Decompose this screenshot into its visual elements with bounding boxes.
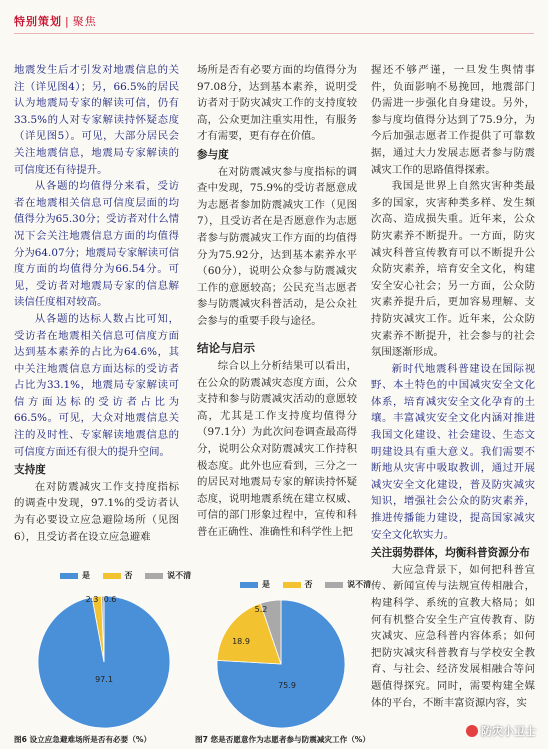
column-3 <box>371 62 535 711</box>
paragraph: 从各题的均值得分来看，受访者在地震相关信息可信度层面的均值得分为65.30分；受访者对什么情况下会关注地震信息方面的均值得分为64.07分；地震局专家解读可信度方面的均值得分为66.54分。可见，受访者对地震局专家的信息解读信任度相对较高。 <box>14 180 179 309</box>
pie-value-label-0: 97.1 <box>95 675 113 684</box>
fig6-legend <box>60 570 201 581</box>
paragraph: 在对防震减灾工作支持度指标的调查中发现，97.1%的受访者认为有必要设立应急避险场所（见图6），且受访者在设立应急避难 <box>14 480 179 543</box>
pie-value-label-1: 2.3 <box>85 595 99 604</box>
section-heading: 结论与启示 <box>197 340 255 355</box>
pie-value-label-2: 5.2 <box>254 605 268 614</box>
paragraph: 新时代地震科普建设在国际视野、本土特色的中国减灾安全文化体系，培育减灾安全文化孕育的土壤。丰富减灾安全文化内涵对推进我国文化建设、社会建设、生态文明建设具有重大意义。我们需要不断地从灾害中吸取教训，通过开展减灾安全文化建设，普及防灾减灾知识，增强社会公众的防灾素养，推进传播能力建设，提高国家减灾安全文化软实力。 <box>371 362 535 541</box>
section-title: 特别策划 | 聚焦 <box>14 15 97 28</box>
legend-item-no: 否 <box>283 579 313 590</box>
legend-item-yes: 是 <box>60 570 90 581</box>
pie-value-label-1: 18.9 <box>232 637 250 646</box>
legend-item-yes: 是 <box>240 579 270 590</box>
fig6-pie-chart <box>14 582 194 732</box>
section-heading: 参与度 <box>197 148 229 161</box>
column-2 <box>197 62 357 541</box>
paragraph: 我国是世界上自然灾害种类最多的国家，灾害种类多样、发生频次高、造成损失重。近年来，公众防灾素养不断提升。一方面，防灾减灾科普宣传教育可以不断提升公众防灾素养，培育安全文化，构建安全安心社会；另一方面，公众防灾素养提升后，更加容易理解、支持防灾减灾工作。近年来，公众防灾素养不断提升，社会参与的社会氛围逐渐形成。 <box>371 180 535 359</box>
legend-item-unsure: 说不清 <box>145 570 191 581</box>
section-label: 特别策划 <box>14 15 62 28</box>
paragraph: 综合以上分析结果可以看出，在公众的防震减灾态度方面，公众支持和参与防震减灾活动的意愿较高，尤其是工作支持度均值得分（97.1分）为此次问卷调查最高得分，说明公众对防震减灾工作持积极态度。此外也应看到，三分之一的居民对地震局专家的解读持怀疑态度，说明地震系统在建立权威、可信的部门形象过程中，宣传和科普在正确性、准确性和科学性上把 <box>197 360 357 539</box>
section-heading: 关注弱势群体，均衡科普资源分布 <box>371 547 530 560</box>
fig7-caption: 图7 您是否愿意作为志愿者参与防震减灾工作（%） <box>195 735 371 744</box>
header-rule <box>14 33 534 34</box>
section-heading: 支持度 <box>14 464 46 477</box>
pie-value-label-0: 75.9 <box>278 681 296 690</box>
watermark <box>466 723 536 739</box>
paragraph: 地震发生后才引发对地震信息的关注（详见图4）；另，66.5%的居民认为地震局专家的解读可信，仍有33.5%的人对专家解读持怀疑态度（详见图5）。可见，大部分居民会关注地震信息，地震局专家解读的可信度还有待提升。 <box>14 64 179 176</box>
paragraph: 握还不够严谨，一旦发生舆情事件，负面影响不易挽回，地震部门仍需进一步强化自身建设。另外，参与度均值得分达到了75.9分，为今后加强志愿者工作提供了可靠数据，通过大力发展志愿者参与防震减灾工作的思路值得探索。 <box>371 64 535 176</box>
page-header <box>0 0 548 40</box>
paragraph: 在对防震减灾参与度指标的调查中发现，75.9%的受访者愿意成为志愿者参加防震减灾工作（见图7），且受访者在是否愿意作为志愿者参与防震减灾工作方面的均值得分为75.92分，达到基本素养水平（60分），说明公众参与防震减灾工作的意愿较高；公民充当志愿者参与防震减灾科普活动，是公众社会参与的重要手段与途径。 <box>197 165 357 327</box>
watermark-text: 防灾小卫士 <box>481 725 536 738</box>
paragraph: 场所是否有必要方面的均值得分为97.08分，达到基本素养，说明受访者对于防灾减灾工作的支持度较高，公众更加注重实用性，有服务才有需要，更有存在价值。 <box>197 64 357 143</box>
fig6-caption: 图6 设立应急避难场所是否有必要（%） <box>14 735 152 744</box>
legend-item-unsure: 说不清 <box>325 579 371 590</box>
section-sub: 聚焦 <box>72 15 97 28</box>
column-1 <box>14 62 179 545</box>
paragraph: 大应急背景下，如何把科普宣传、新闻宣传与法规宣传相融合，构建科学、系统的宣教大格局；如何有机整合安全生产宣传教育、防灾减灾、应急科普内容体系；如何把防灾减灾科普教育与学校安全教育、与社会、经济发展相融合等问题值得探究。同时，需要构建全媒体的平台，不断丰富资源内容，实 <box>371 563 535 709</box>
pie-value-label-2: 0.6 <box>103 595 117 604</box>
fig7-pie-chart <box>195 592 365 732</box>
legend-item-no: 否 <box>103 570 133 581</box>
watermark-logo-icon <box>466 725 478 737</box>
fig7-legend <box>240 579 381 590</box>
paragraph: 从各题的达标人数占比可知，受访者在地震相关信息可信度方面达到基本素养的占比为64.6%，其中关注地震信息方面达标的受访者占比为33.1%，地震局专家解读可信方面达标的受访者占比为66.5%。可见，大众对地震信息关注的及时性、专家解读地震信息的可信度方面还有很大的提升空间。 <box>14 312 179 458</box>
